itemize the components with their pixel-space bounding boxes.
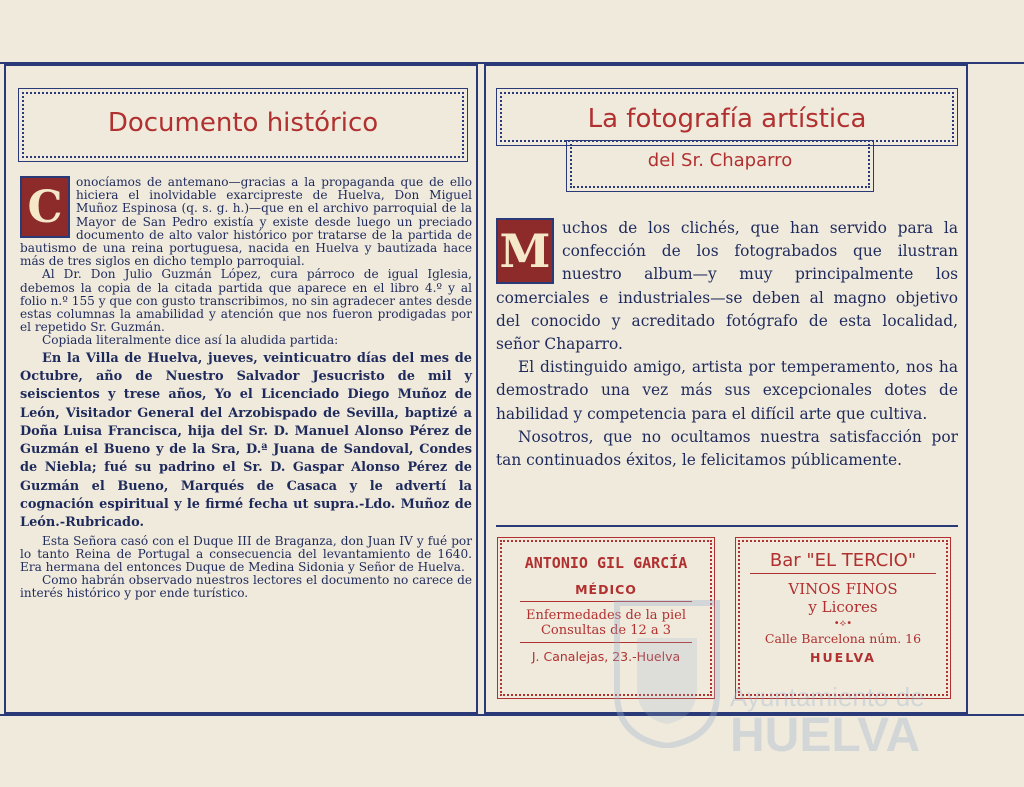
left-dropcap: C bbox=[20, 176, 70, 238]
ad-bar-address: Calle Barcelona núm. 16 bbox=[764, 631, 922, 646]
right-subtitle-frame bbox=[570, 144, 870, 188]
ad-bar-city: HUELVA bbox=[810, 650, 876, 665]
watermark-shield-icon bbox=[612, 598, 722, 748]
left-paragraph-2: Al Dr. Don Julio Guzmán López, cura párroco de igual Iglesia, debemos la copia de la citada partida que aparece en el libro 4.º y al folio n.º 155 y que con gusto transcribimos, no sin agradecer antes desde estas columnas la amabilidad y atención que nos fueron prodigadas por el repetido Sr. Guzmán. bbox=[20, 267, 472, 335]
ad-doctor-role: MÉDICO bbox=[575, 582, 637, 597]
watermark-line1: Ayuntamiento de bbox=[730, 682, 925, 712]
ad-bar-ornament: •⟡• bbox=[833, 618, 853, 629]
ad-doctor-address: J. Canalejas, 23.-Huelva bbox=[531, 649, 681, 664]
left-paragraph-5: Esta Señora casó con el Duque III de Braganza, don Juan IV y fué por lo tanto Reina de Portugal a consecuencia del levantamiento de 1640. Era hermana del entonces Duque de Medina Sidonia y Señor de Huelva. bbox=[20, 533, 472, 575]
watermark bbox=[612, 598, 942, 778]
left-title-frame bbox=[22, 92, 464, 158]
right-title-frame bbox=[500, 92, 954, 142]
watermark-line2: HUELVA bbox=[730, 709, 921, 762]
left-column bbox=[4, 64, 478, 714]
right-paragraph-1: uchos de los clichés, que han servido para la confección de los fotograbados que ilustran nuestro album—y muy principalmente los comerciales e industriales—se deben al magno objetivo del conocido y acreditado fotógrafo de esta localidad, señor Chaparro. bbox=[496, 219, 958, 354]
left-article bbox=[20, 176, 472, 601]
left-paragraph-1: onocíamos de antemano—gracias a la propaganda que de ello hiciera el inolvidable exarcipreste de Huelva, Don Miguel Muñoz Espinosa (q. s. g. h.)—que en el archivo parroquial de la Mayor de San Pedro existía y existe desde luego un preciado documento de alto valor histórico por tratarse de la partida de bautismo de una reina portuguesa, nacida en Huelva y bautizada hace más de tres siglos en dicho templo parroquial. bbox=[20, 175, 472, 269]
left-title: Documento histórico bbox=[107, 108, 379, 138]
ad-doctor-line2: Consultas de 12 a 3 bbox=[540, 623, 672, 638]
ad-doctor-name: ANTONIO GIL GARCÍA bbox=[524, 554, 688, 572]
ad-bar-line1: VINOS FINOS bbox=[788, 580, 898, 598]
ad-bar-separator bbox=[750, 573, 936, 574]
right-divider bbox=[496, 525, 958, 527]
right-dropcap: M bbox=[496, 218, 554, 284]
left-paragraph-4-bold: En la Villa de Huelva, jueves, veinticuatro días del mes de Octubre, año de Nuestro Salvador Jesucristo de mil y seiscientos y trese años, Yo el Licenciado Diego Muñoz de León, Visitador General del Arzobispado de Sevilla, baptizé a Doña Luisa Francisca, hija del Sr. D. Manuel Alonso Pérez de Guzmán el Bueno y de la Sra, D.ª Juana de Sandoval, Condes de Niebla; fué su padrino el Sr. D. Gaspar Alonso Pérez de Guzmán el Bueno, Marqués de Casaca y le advertí la cognación espiritual y le firmé fecha ut supra.-Ldo. Muñoz de León.-Rubricado. bbox=[20, 350, 472, 531]
right-paragraph-2: El distinguido amigo, artista por temperamento, nos ha demostrado una vez más sus excepcionales dotes de habilidad y competencia para el difícil arte que cultiva. bbox=[496, 358, 958, 423]
ad-bar-line2: y Licores bbox=[808, 598, 878, 616]
right-article bbox=[496, 217, 958, 472]
right-title: La fotografía artística bbox=[587, 104, 867, 134]
left-paragraph-6: Como habrán observado nuestros lectores el documento no carece de interés histórico y por ende turístico. bbox=[20, 573, 472, 601]
right-paragraph-3: Nosotros, que no ocultamos nuestra satisfacción por tan continuados éxitos, le felicitamos públicamente. bbox=[496, 427, 958, 470]
ad-doctor-line1: Enfermedades de la piel bbox=[525, 608, 686, 623]
right-subtitle: del Sr. Chaparro bbox=[647, 150, 793, 171]
left-paragraph-3: Copiada literalmente dice así la aludida partida: bbox=[42, 333, 339, 348]
ad-bar-name: Bar "EL TERCIO" bbox=[769, 550, 917, 571]
